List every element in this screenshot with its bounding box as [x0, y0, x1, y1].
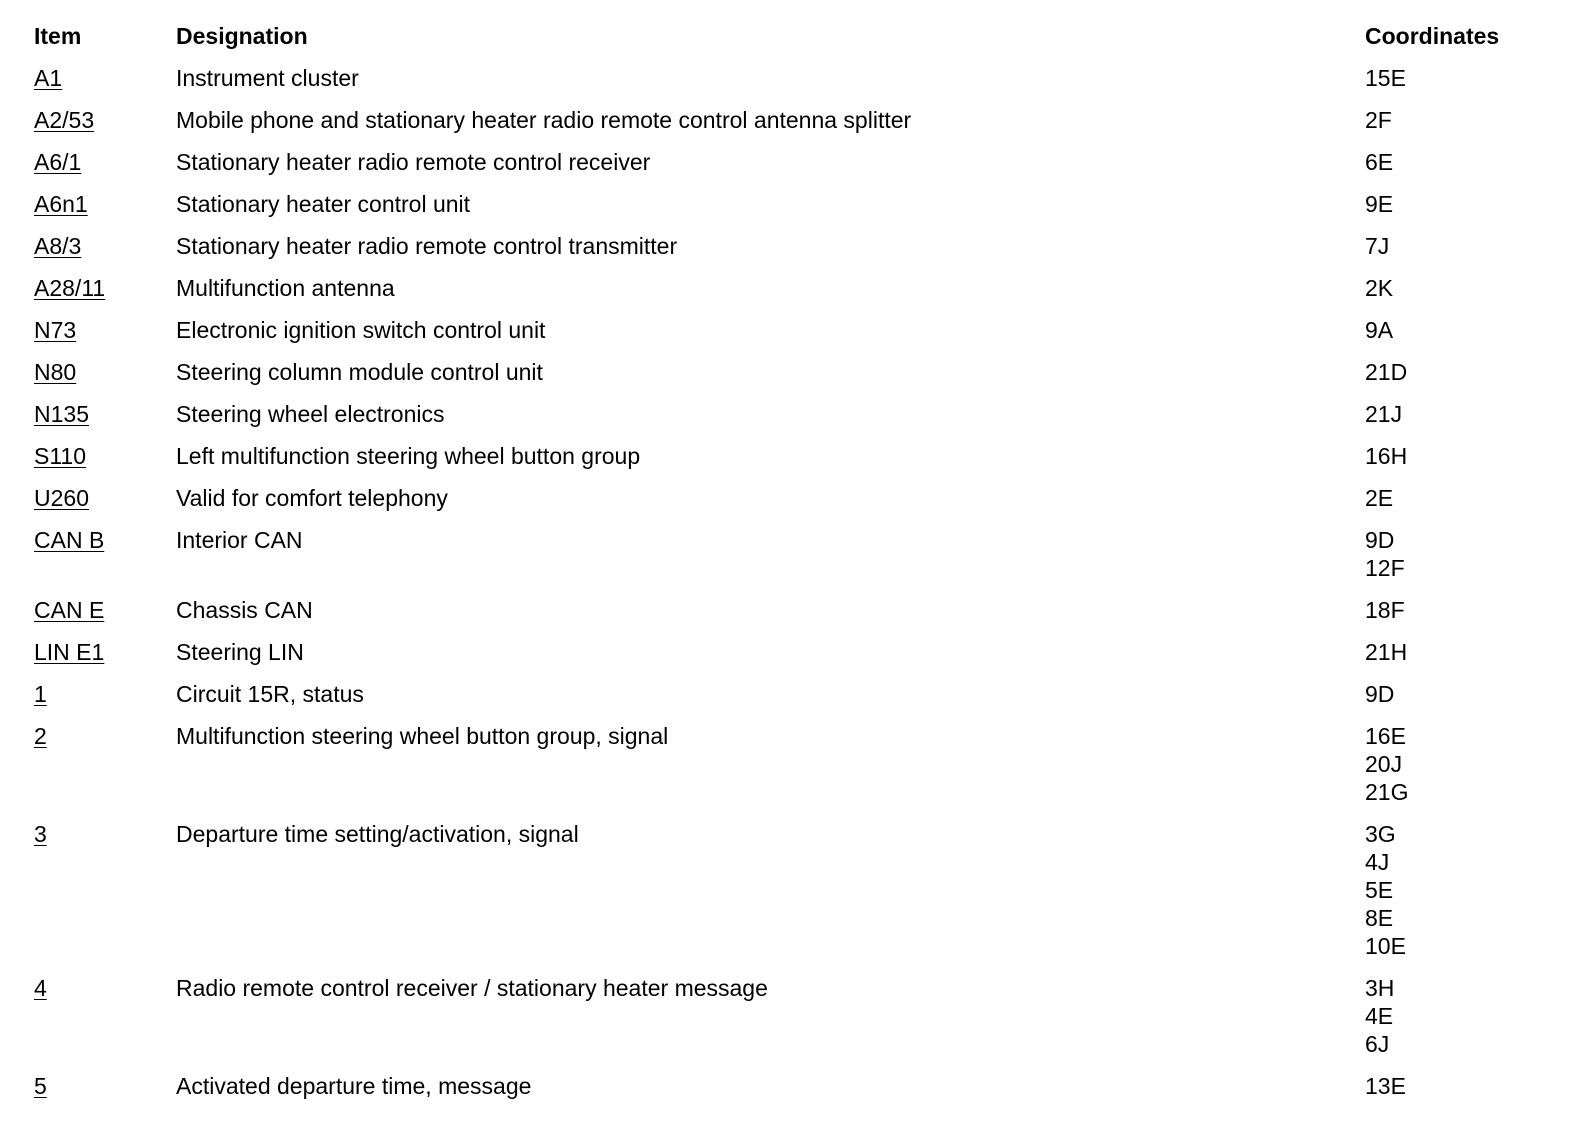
designation-cell: Stationary heater control unit: [176, 191, 471, 217]
coordinate-value: 2K: [1365, 275, 1394, 301]
item-cell: [0, 596, 176, 624]
coordinates-cell: [1365, 232, 1550, 260]
designation-cell: Multifunction antenna: [176, 275, 395, 301]
table-row: [0, 638, 1584, 666]
table-row: [0, 274, 1584, 302]
table-row: [0, 358, 1584, 386]
coordinate-value: 4E: [1365, 1003, 1394, 1029]
coordinate-value: 3H: [1365, 975, 1395, 1001]
item-cell: [0, 820, 176, 848]
coordinates-cell: [1365, 722, 1550, 806]
coordinate-value: 18F: [1365, 597, 1405, 623]
item-cell: [0, 232, 176, 260]
coordinates-cell: [1365, 596, 1550, 624]
item-cell: [0, 316, 176, 344]
item-link[interactable]: A6/1: [34, 149, 82, 175]
designation-cell: Instrument cluster: [176, 65, 359, 91]
designation-cell: Chassis CAN: [176, 597, 313, 623]
coordinates-cell: [1365, 316, 1550, 344]
item-link[interactable]: 4: [34, 975, 47, 1001]
coordinate-value: 7J: [1365, 233, 1390, 259]
table-header: [0, 22, 1584, 64]
item-cell: [0, 400, 176, 428]
table-row: [0, 596, 1584, 624]
designation-cell: Steering column module control unit: [176, 359, 543, 385]
coordinate-value: 9D: [1365, 527, 1395, 553]
coordinate-value: 13E: [1365, 1073, 1406, 1099]
coordinate-value: 21G: [1365, 779, 1409, 805]
coordinate-value: 8E: [1365, 905, 1394, 931]
item-cell: [0, 442, 176, 470]
item-link[interactable]: N135: [34, 401, 89, 427]
coordinate-value: 12F: [1365, 555, 1405, 581]
designation-cell: Steering wheel electronics: [176, 401, 445, 427]
item-cell: [0, 106, 176, 134]
designation-cell: Departure time setting/activation, signal: [176, 821, 579, 847]
coordinate-value: 5E: [1365, 877, 1394, 903]
item-link[interactable]: N73: [34, 317, 77, 343]
coordinates-cell: [1365, 484, 1550, 512]
coordinates-cell: [1365, 974, 1550, 1058]
item-cell: [0, 148, 176, 176]
coordinates-cell: [1365, 274, 1550, 302]
item-link[interactable]: 3: [34, 821, 47, 847]
coordinate-value: 15E: [1365, 65, 1406, 91]
item-link[interactable]: S110: [34, 443, 87, 469]
table-row: [0, 64, 1584, 92]
table-row: [0, 190, 1584, 218]
item-cell: [0, 190, 176, 218]
coordinates-cell: [1365, 638, 1550, 666]
coordinates-cell: [1365, 190, 1550, 218]
coordinate-value: 4J: [1365, 849, 1390, 875]
item-link[interactable]: A6n1: [34, 191, 88, 217]
table-row: [0, 526, 1584, 582]
item-link[interactable]: A2/53: [34, 107, 95, 133]
coordinate-value: 21H: [1365, 639, 1408, 665]
coordinate-value: 9A: [1365, 317, 1394, 343]
legend-table: [0, 22, 1584, 1114]
item-cell: [0, 974, 176, 1002]
coordinate-value: 9D: [1365, 681, 1395, 707]
designation-cell: Mobile phone and stationary heater radio remote control antenna splitter: [176, 107, 912, 133]
item-cell: [0, 484, 176, 512]
designation-cell: Left multifunction steering wheel button group: [176, 443, 641, 469]
designation-cell: Electronic ignition switch control unit: [176, 317, 546, 343]
table-body: [0, 64, 1584, 1100]
table-row: [0, 442, 1584, 470]
designation-cell: Stationary heater radio remote control receiver: [176, 149, 651, 175]
item-link[interactable]: LIN E1: [34, 639, 105, 665]
item-link[interactable]: CAN E: [34, 597, 105, 623]
table-row: [0, 316, 1584, 344]
coordinates-cell: [1365, 442, 1550, 470]
coordinate-value: 6J: [1365, 1031, 1390, 1057]
table-row: [0, 1072, 1584, 1100]
designation-cell: Multifunction steering wheel button group, signal: [176, 723, 669, 749]
designation-cell: Stationary heater radio remote control transmitter: [176, 233, 678, 259]
coordinates-cell: [1365, 820, 1550, 960]
item-cell: [0, 274, 176, 302]
item-link[interactable]: A28/11: [34, 275, 106, 301]
designation-cell: Radio remote control receiver / stationary heater message: [176, 975, 768, 1001]
item-cell: [0, 1072, 176, 1100]
header-designation: Designation: [176, 23, 308, 49]
coordinate-value: 6E: [1365, 149, 1394, 175]
table-row: [0, 232, 1584, 260]
coordinates-cell: [1365, 526, 1550, 582]
coordinates-cell: [1365, 64, 1550, 92]
header-coordinates: Coordinates: [1365, 23, 1500, 49]
designation-cell: Circuit 15R, status: [176, 681, 364, 707]
item-link[interactable]: A1: [34, 65, 63, 91]
item-link[interactable]: 1: [34, 681, 47, 707]
coordinates-cell: [1365, 106, 1550, 134]
coordinates-cell: [1365, 680, 1550, 708]
table-row: [0, 106, 1584, 134]
item-cell: [0, 638, 176, 666]
header-item: Item: [34, 23, 82, 49]
designation-cell: Activated departure time, message: [176, 1073, 532, 1099]
coordinates-cell: [1365, 400, 1550, 428]
coordinate-value: 10E: [1365, 933, 1406, 959]
item-link[interactable]: A8/3: [34, 233, 82, 259]
item-link[interactable]: 5: [34, 1073, 47, 1099]
item-cell: [0, 64, 176, 92]
coordinate-value: 3G: [1365, 821, 1396, 847]
table-row: [0, 148, 1584, 176]
coordinates-cell: [1365, 148, 1550, 176]
coordinates-cell: [1365, 1072, 1550, 1100]
coordinate-value: 21D: [1365, 359, 1408, 385]
table-row: [0, 974, 1584, 1058]
coordinate-value: 21J: [1365, 401, 1403, 427]
item-cell: [0, 358, 176, 386]
designation-cell: Steering LIN: [176, 639, 304, 665]
table-row: [0, 680, 1584, 708]
coordinate-value: 16H: [1365, 443, 1408, 469]
coordinate-value: 9E: [1365, 191, 1394, 217]
item-cell: [0, 722, 176, 750]
coordinate-value: 16E: [1365, 723, 1406, 749]
table-row: [0, 820, 1584, 960]
item-link[interactable]: U260: [34, 485, 89, 511]
table-row: [0, 400, 1584, 428]
coordinate-value: 2F: [1365, 107, 1392, 133]
table-row: [0, 484, 1584, 512]
designation-cell: Interior CAN: [176, 527, 303, 553]
item-link[interactable]: N80: [34, 359, 77, 385]
item-link[interactable]: 2: [34, 723, 47, 749]
coordinates-cell: [1365, 358, 1550, 386]
item-link[interactable]: CAN B: [34, 527, 105, 553]
item-cell: [0, 680, 176, 708]
designation-cell: Valid for comfort telephony: [176, 485, 448, 511]
coordinate-value: 2E: [1365, 485, 1394, 511]
coordinate-value: 20J: [1365, 751, 1403, 777]
item-cell: [0, 526, 176, 554]
table-row: [0, 722, 1584, 806]
